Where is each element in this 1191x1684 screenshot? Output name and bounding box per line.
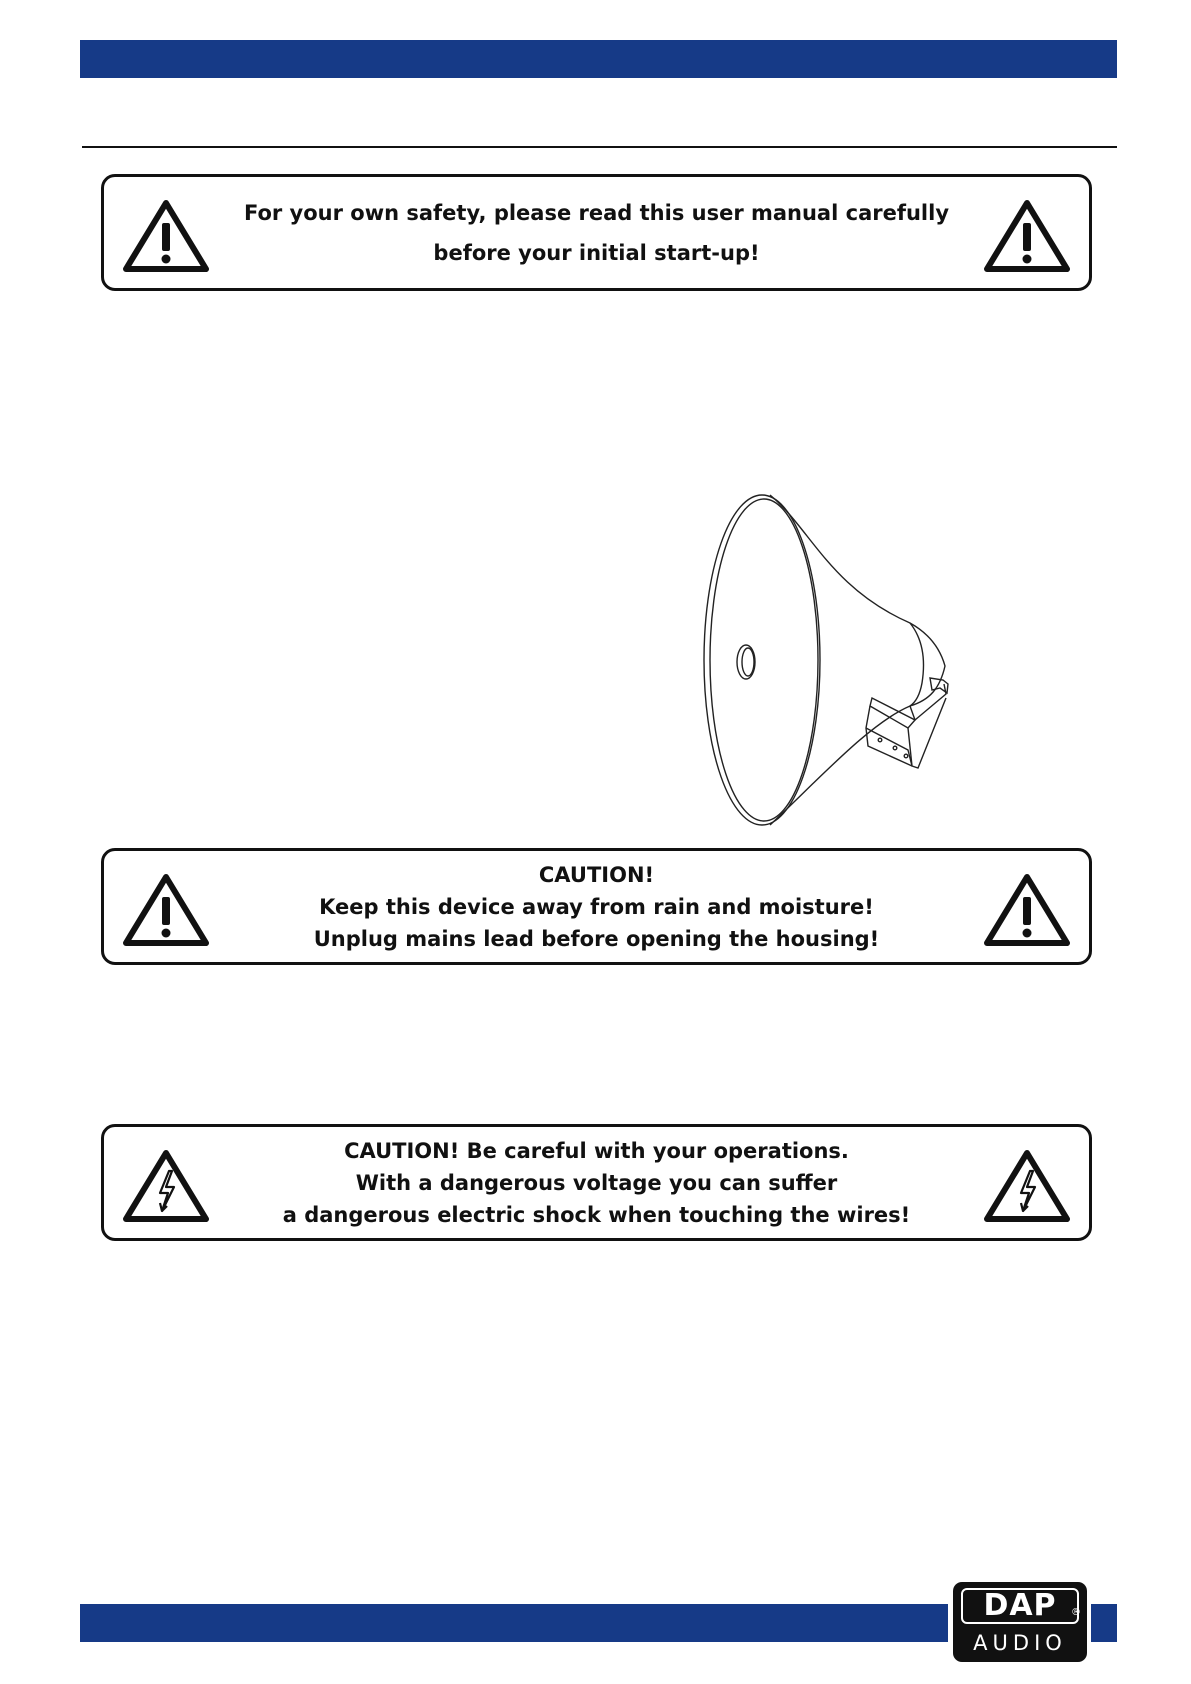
moisture-caution-line-3: Unplug mains lead before opening the housing! <box>313 926 880 951</box>
moisture-caution-box <box>101 848 1092 965</box>
footer-band-end <box>1091 1604 1117 1642</box>
warning-exclamation-icon <box>981 197 1073 275</box>
dap-audio-logo <box>953 1582 1087 1662</box>
voltage-caution-text <box>224 1127 969 1238</box>
logo-registered-mark: ® <box>1071 1607 1081 1618</box>
safety-warning-line-2: before your initial start-up! <box>433 240 760 265</box>
logo-sub: AUDIO <box>973 1631 1067 1655</box>
high-voltage-icon <box>120 1147 212 1225</box>
warning-exclamation-icon <box>981 871 1073 949</box>
voltage-caution-line-2: With a dangerous voltage you can suffer <box>355 1170 838 1195</box>
moisture-caution-line-2: Keep this device away from rain and moisture! <box>319 894 874 919</box>
voltage-caution-line-1: CAUTION! Be careful with your operations. <box>344 1138 849 1163</box>
moisture-caution-line-1: CAUTION! <box>538 862 655 887</box>
horn-throat <box>737 645 755 679</box>
horn-cone <box>770 495 945 825</box>
footer-band <box>80 1604 948 1642</box>
header-band <box>80 40 1117 78</box>
warning-exclamation-icon <box>120 871 212 949</box>
horn-rim <box>704 495 820 825</box>
horn-speaker-illustration <box>700 488 1010 832</box>
voltage-caution-box <box>101 1124 1092 1241</box>
logo-brand: DAP <box>961 1588 1079 1624</box>
warning-exclamation-icon <box>120 197 212 275</box>
high-voltage-icon <box>981 1147 1073 1225</box>
safety-warning-text <box>224 177 969 288</box>
moisture-caution-text <box>224 851 969 962</box>
voltage-caution-line-3: a dangerous electric shock when touching the wires! <box>282 1202 911 1227</box>
safety-warning-line-1: For your own safety, please read this user manual carefully <box>243 200 950 225</box>
header-rule <box>82 146 1117 148</box>
safety-warning-box <box>101 174 1092 291</box>
horn-rim-inner <box>710 499 818 821</box>
